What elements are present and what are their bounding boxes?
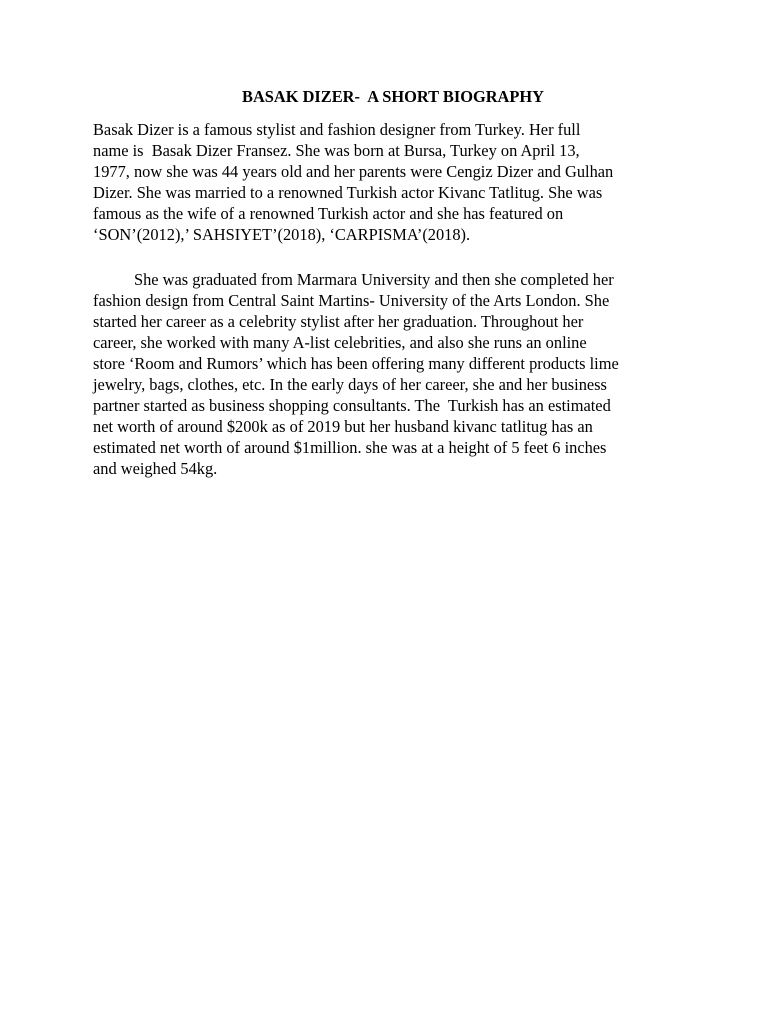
paragraph-2 bbox=[93, 269, 683, 479]
paragraph-line: jewelry, bags, clothes, etc. In the early days of her career, she and her business bbox=[93, 375, 607, 394]
paragraph-1 bbox=[93, 119, 683, 245]
paragraph-line: estimated net worth of around $1million. she was at a height of 5 feet 6 inches bbox=[93, 438, 607, 457]
paragraph-line: 1977, now she was 44 years old and her parents were Cengiz Dizer and Gulhan bbox=[93, 162, 614, 181]
paragraph-line: Dizer. She was married to a renowned Turkish actor Kivanc Tatlitug. She was bbox=[93, 183, 603, 202]
paragraph-line: name is Basak Dizer Fransez. She was born at Bursa, Turkey on April 13, bbox=[93, 141, 580, 160]
paragraph-line: store ‘Room and Rumors’ which has been offering many different products lime bbox=[93, 354, 619, 373]
paragraph-line: partner started as business shopping consultants. The Turkish has an estimated bbox=[93, 396, 611, 415]
paragraph-line: started her career as a celebrity stylist after her graduation. Throughout her bbox=[93, 312, 584, 331]
document-title: BASAK DIZER- A SHORT BIOGRAPHY bbox=[242, 87, 544, 106]
paragraph-line: fashion design from Central Saint Martins- University of the Arts London. She bbox=[93, 291, 610, 310]
paragraph-line: She was graduated from Marmara University and then she completed her bbox=[93, 270, 614, 289]
paragraph-line: career, she worked with many A-list celebrities, and also she runs an online bbox=[93, 333, 587, 352]
paragraph-line: net worth of around $200k as of 2019 but her husband kivanc tatlitug has an bbox=[93, 417, 593, 436]
paragraph-line: Basak Dizer is a famous stylist and fashion designer from Turkey. Her full bbox=[93, 120, 581, 139]
paragraph-line: famous as the wife of a renowned Turkish actor and she has featured on bbox=[93, 204, 564, 223]
paragraph-line: ‘SON’(2012),’ SAHSIYET’(2018), ‘CARPISMA’(2018). bbox=[93, 225, 471, 244]
paragraph-line: and weighed 54kg. bbox=[93, 459, 218, 478]
